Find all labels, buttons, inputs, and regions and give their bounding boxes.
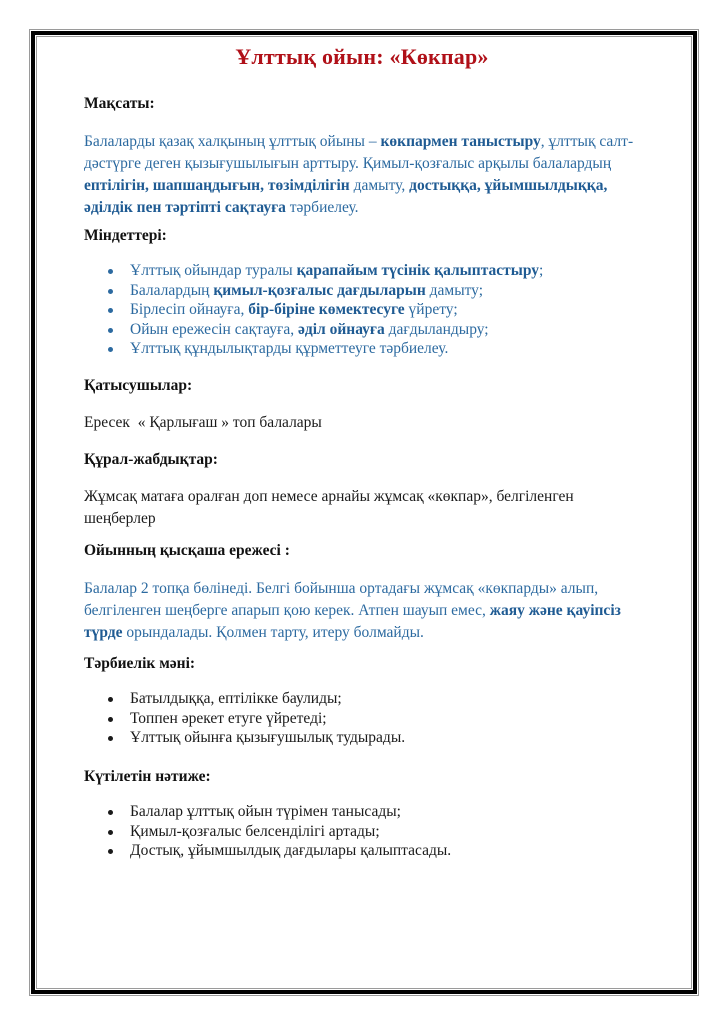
bullet-icon bbox=[108, 347, 113, 352]
item-bold: қарапайым түсінік қалыптастыру bbox=[296, 262, 540, 279]
goal-bold-1: көкпармен таныстыру bbox=[380, 133, 541, 150]
item-text: дағдыландыру; bbox=[384, 320, 489, 338]
list-item bbox=[84, 709, 644, 729]
goal-text-1: Балаларды қазақ халқының ұлттық ойыны – bbox=[84, 133, 381, 150]
equipment-text: Жұмсақ матаға оралған доп немесе арнайы жұмсақ «көкпар», белгіленген шеңберлер bbox=[84, 488, 574, 527]
list-item bbox=[84, 689, 644, 709]
section-heading-expected-result: Күтілетін нәтиже: bbox=[84, 768, 211, 785]
list-item bbox=[84, 320, 644, 340]
item-text: Батылдыққа, ептілікке баулиды; bbox=[130, 690, 342, 707]
expected-result-list bbox=[84, 802, 644, 861]
section-heading-tasks: Міндеттері: bbox=[84, 227, 167, 244]
section-heading-rules: Ойынның қысқаша ережесі : bbox=[84, 542, 290, 559]
section-rules bbox=[84, 541, 644, 644]
item-text: Балалар ұлттық ойын түрімен танысады; bbox=[130, 803, 401, 820]
list-item bbox=[84, 300, 644, 320]
bullet-icon bbox=[108, 289, 113, 294]
section-equipment bbox=[84, 450, 644, 530]
bullet-icon bbox=[108, 697, 113, 702]
document-title: Ұлттық ойын: «Көкпар» bbox=[235, 44, 489, 69]
goal-paragraph bbox=[84, 131, 644, 219]
item-text: Топпен әрекет етуге үйретеді; bbox=[130, 709, 327, 727]
section-expected-result bbox=[84, 767, 644, 861]
section-participants bbox=[84, 376, 644, 434]
participants-text: Ересек « Қарлығаш » топ балалары bbox=[84, 414, 322, 431]
list-item bbox=[84, 281, 644, 301]
item-text: үйрету; bbox=[404, 301, 458, 318]
section-goal bbox=[84, 94, 644, 219]
list-item bbox=[84, 822, 644, 842]
bullet-icon bbox=[108, 328, 113, 333]
goal-text-3: дамыту, bbox=[349, 177, 410, 194]
item-text: Балалардың bbox=[130, 281, 214, 299]
list-item bbox=[84, 802, 644, 822]
section-educational-value bbox=[84, 654, 644, 748]
item-text: Бірлесіп ойнауға, bbox=[130, 301, 249, 318]
goal-bold-3: достыққа, ұйымшылдыққа, әділдік пен тәртіпті сақтауға bbox=[84, 177, 608, 216]
goal-bold-2: ептілігін, шапшаңдығын, төзімділігін bbox=[84, 177, 350, 194]
item-text: Достық, ұйымшылдық дағдылары қалыптасады. bbox=[130, 842, 452, 859]
rules-text-1: Балалар 2 топқа бөлінеді. Белгі бойынша ортадағы жұмсақ «көкпарды» алып, белгіленген шеңберге апарып қою керек. Атпен шауып емес, bbox=[84, 580, 599, 619]
bullet-icon bbox=[108, 736, 113, 741]
item-bold: әділ ойнауға bbox=[297, 320, 385, 338]
bullet-icon bbox=[108, 810, 113, 815]
item-text: Ұлттық ойынға қызығушылық тудырады. bbox=[130, 729, 406, 746]
item-text: Ойын ережесін сақтауға, bbox=[130, 320, 298, 338]
item-bold: бір-біріне көмектесуге bbox=[248, 301, 405, 318]
item-text: ; bbox=[539, 262, 544, 279]
item-text: Ұлттық ойындар туралы bbox=[130, 262, 297, 279]
rules-text-2: орындалады. Қолмен тарту, итеру болмайды. bbox=[122, 624, 424, 641]
goal-text-4: тәрбиелеу. bbox=[285, 199, 359, 216]
section-heading-equipment: Құрал-жабдықтар: bbox=[84, 451, 218, 468]
bullet-icon bbox=[108, 849, 113, 854]
item-text: Ұлттық құндылықтарды құрметтеуге тәрбиелеу. bbox=[130, 340, 449, 357]
bullet-icon bbox=[108, 717, 113, 722]
bullet-icon bbox=[108, 269, 113, 274]
tasks-list bbox=[84, 261, 644, 359]
bullet-icon bbox=[108, 308, 113, 313]
goal-text-2: , ұлттық салт-дәстүрге деген қызығушылығын арттыру. Қимыл-қозғалыс арқылы балалардың bbox=[84, 133, 634, 172]
rules-bold-1: жаяу және қауіпсіз түрде bbox=[84, 602, 621, 641]
item-text: Қимыл-қозғалыс белсенділігі артады; bbox=[130, 822, 380, 840]
list-item bbox=[84, 841, 644, 861]
item-bold: қимыл-қозғалыс дағдыларын bbox=[213, 281, 426, 299]
item-text: дамыту; bbox=[425, 281, 484, 299]
educational-value-list bbox=[84, 689, 644, 748]
list-item bbox=[84, 728, 644, 748]
rules-paragraph bbox=[84, 578, 644, 644]
section-heading-participants: Қатысушылар: bbox=[84, 377, 193, 394]
section-heading-educational-value: Тәрбиелік мәні: bbox=[84, 655, 196, 672]
list-item bbox=[84, 339, 644, 359]
section-heading-goal: Мақсаты: bbox=[84, 95, 155, 112]
bullet-icon bbox=[108, 830, 113, 835]
list-item bbox=[84, 261, 644, 281]
section-tasks bbox=[84, 226, 644, 359]
